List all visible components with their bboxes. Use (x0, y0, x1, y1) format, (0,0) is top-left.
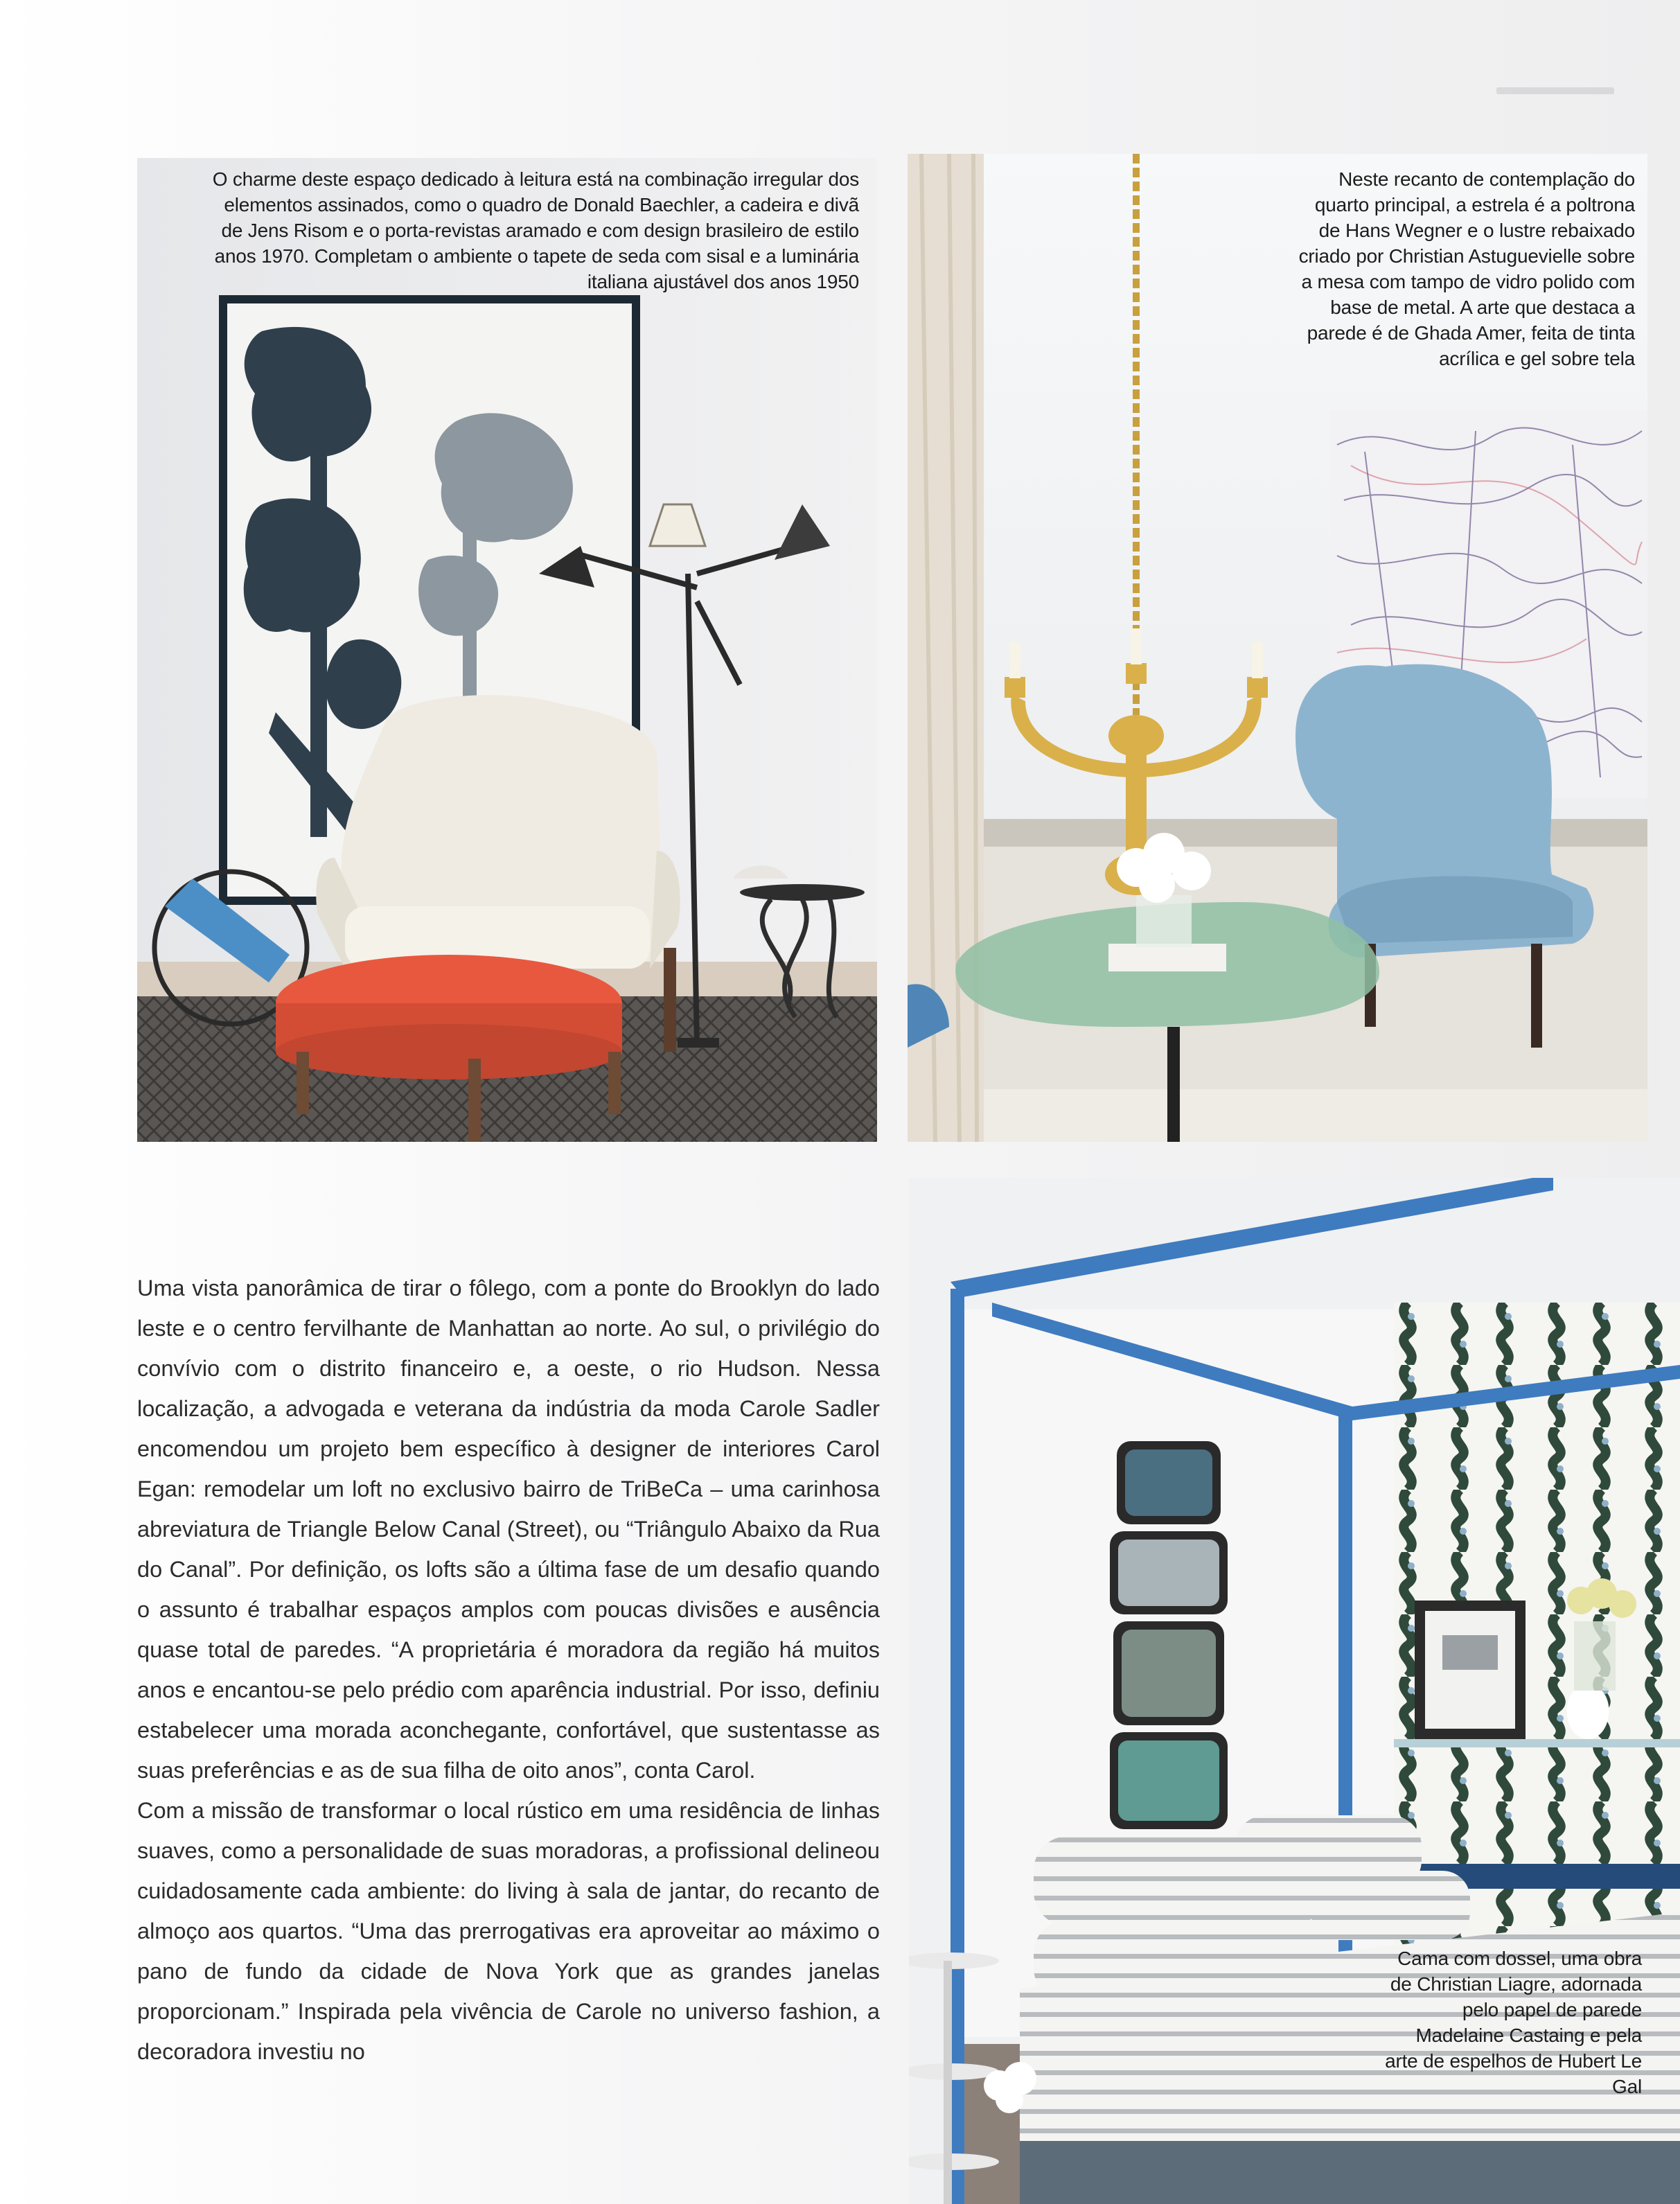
caption-bed (1379, 1946, 1642, 2099)
caption-contemplation-corner (1289, 166, 1635, 371)
caption-reading-corner (208, 166, 859, 294)
photo-reading-corner (137, 158, 877, 1142)
article-body (137, 1268, 880, 2072)
header-rule (1496, 87, 1614, 94)
caption-contemplation-corner-text: Neste recanto de contemplação do quarto principal, a estrela é a poltrona de Hans Wegner e o lustre rebaixado criado por Christian Astuguevielle sobre a mesa com tampo de vidro polido com base de metal. A arte que destaca a parede é de Ghada Amer, feita de tinta acrílica e gel sobre tela (1298, 168, 1635, 369)
caption-bed-text: Cama com dossel, uma obra de Christian Liagre, adornada pelo papel de parede Madelaine Castaing e pela arte de espelhos de Hubert Le Gal (1385, 1948, 1642, 2097)
reading-corner-illustration (137, 158, 877, 1142)
article-paragraph-1: Uma vista panorâmica de tirar o fôlego, com a ponte do Brooklyn do lado leste e o centro fervilhante de Manhattan ao norte. Ao sul, o privilégio do convívio com o distrito financeiro e, a oeste, o rio Hudson. Nessa localização, a advogada e veterana da indústria da moda Carole Sadler encomendou um projeto bem específico à designer de interiores Carol Egan: remodelar um loft no exclusivo bairro de TriBeCa – uma carinhosa abreviatura de Triangle Below Canal (Street), ou “Triângulo Abaixo da Rua do Canal”. Por definição, os lofts são a última fase de um desafio quando o assunto é trabalhar espaços amplos com poucas divisões e ausência quase total de paredes. “A proprietária é moradora da região há muitos anos e encantou-se pelo prédio com aparência industrial. Por isso, definiu estabelecer uma morada aconchegante, confortável, que sustentasse as suas preferências e as de sua filha de oito anos”, conta Carol. (137, 1276, 880, 1783)
caption-reading-corner-text: O charme deste espaço dedicado à leitura está na combinação irregular dos elementos assinados, como o quadro de Donald Baechler, a cadeira e divã de Jens Risom e o porta-revistas aramado e com design brasileiro de estilo anos 1970. Completam o ambiente o tapete de seda com sisal e a luminária italiana ajustável dos anos 1950 (212, 168, 859, 292)
article-paragraph-2: Com a missão de transformar o local rústico em uma residência de linhas suaves, como a personalidade de suas moradoras, a profissional delineou cuidadosamente cada ambiente: do living à sala de jantar, do recanto de almoço aos quartos. “Uma das prerrogativas era aproveitar ao máximo o pano de fundo da cidade de Nova York que as grandes janelas proporcionam.” Inspirada pela vivência de Carole no universo fashion, a decoradora investiu no (137, 1798, 880, 2064)
